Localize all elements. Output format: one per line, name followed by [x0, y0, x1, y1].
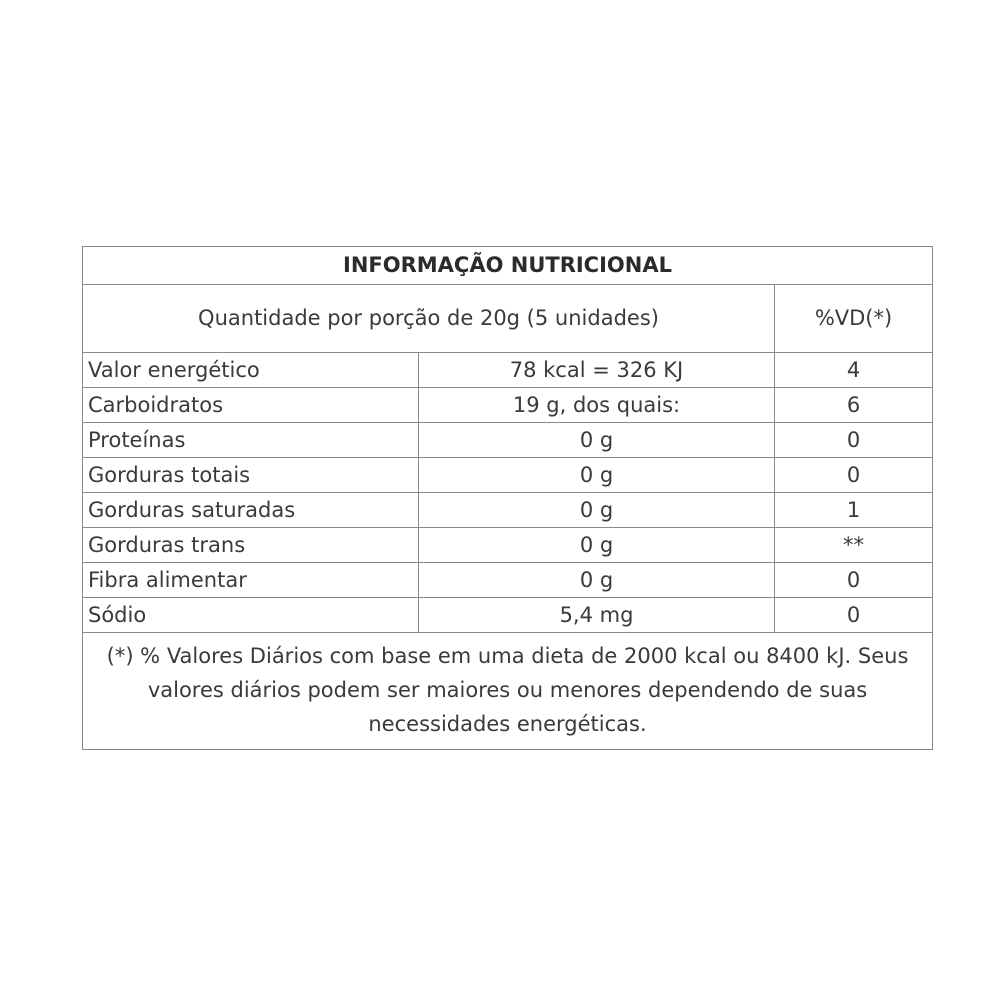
nutrient-name: Gorduras trans [83, 528, 419, 563]
nutrient-daily-value: 0 [775, 563, 933, 598]
nutrient-amount: 0 g [419, 423, 775, 458]
nutrient-amount: 0 g [419, 563, 775, 598]
nutrient-name: Proteínas [83, 423, 419, 458]
nutrient-daily-value: 1 [775, 493, 933, 528]
table-title-row [83, 247, 933, 285]
table-title: INFORMAÇÃO NUTRICIONAL [83, 247, 933, 285]
nutrient-name: Gorduras totais [83, 458, 419, 493]
nutrient-daily-value: ** [775, 528, 933, 563]
table-row [83, 563, 933, 598]
daily-value-header: %VD(*) [775, 285, 933, 353]
daily-values-footnote: (*) % Valores Diários com base em uma dieta de 2000 kcal ou 8400 kJ. Seus valores diários podem ser maiores ou menores dependendo de suas necessidades energéticas. [83, 633, 933, 750]
nutrient-daily-value: 6 [775, 388, 933, 423]
nutrient-amount: 19 g, dos quais: [419, 388, 775, 423]
nutrition-facts-table [82, 246, 933, 750]
nutrient-name: Valor energético [83, 353, 419, 388]
serving-size-header: Quantidade por porção de 20g (5 unidades) [83, 285, 775, 353]
nutrient-daily-value: 0 [775, 423, 933, 458]
nutrient-amount: 5,4 mg [419, 598, 775, 633]
nutrient-amount: 0 g [419, 493, 775, 528]
nutrient-amount: 0 g [419, 458, 775, 493]
footnote-row [83, 633, 933, 750]
nutrient-daily-value: 0 [775, 598, 933, 633]
nutrient-daily-value: 4 [775, 353, 933, 388]
nutrient-daily-value: 0 [775, 458, 933, 493]
table-header-row [83, 285, 933, 353]
nutrient-name: Fibra alimentar [83, 563, 419, 598]
nutrient-amount: 78 kcal = 326 KJ [419, 353, 775, 388]
table-row [83, 458, 933, 493]
nutrient-name: Sódio [83, 598, 419, 633]
nutrient-name: Gorduras saturadas [83, 493, 419, 528]
nutrient-amount: 0 g [419, 528, 775, 563]
table-row [83, 388, 933, 423]
table-row [83, 598, 933, 633]
table-row [83, 353, 933, 388]
table-row [83, 423, 933, 458]
table-row [83, 528, 933, 563]
nutrient-name: Carboidratos [83, 388, 419, 423]
table-row [83, 493, 933, 528]
